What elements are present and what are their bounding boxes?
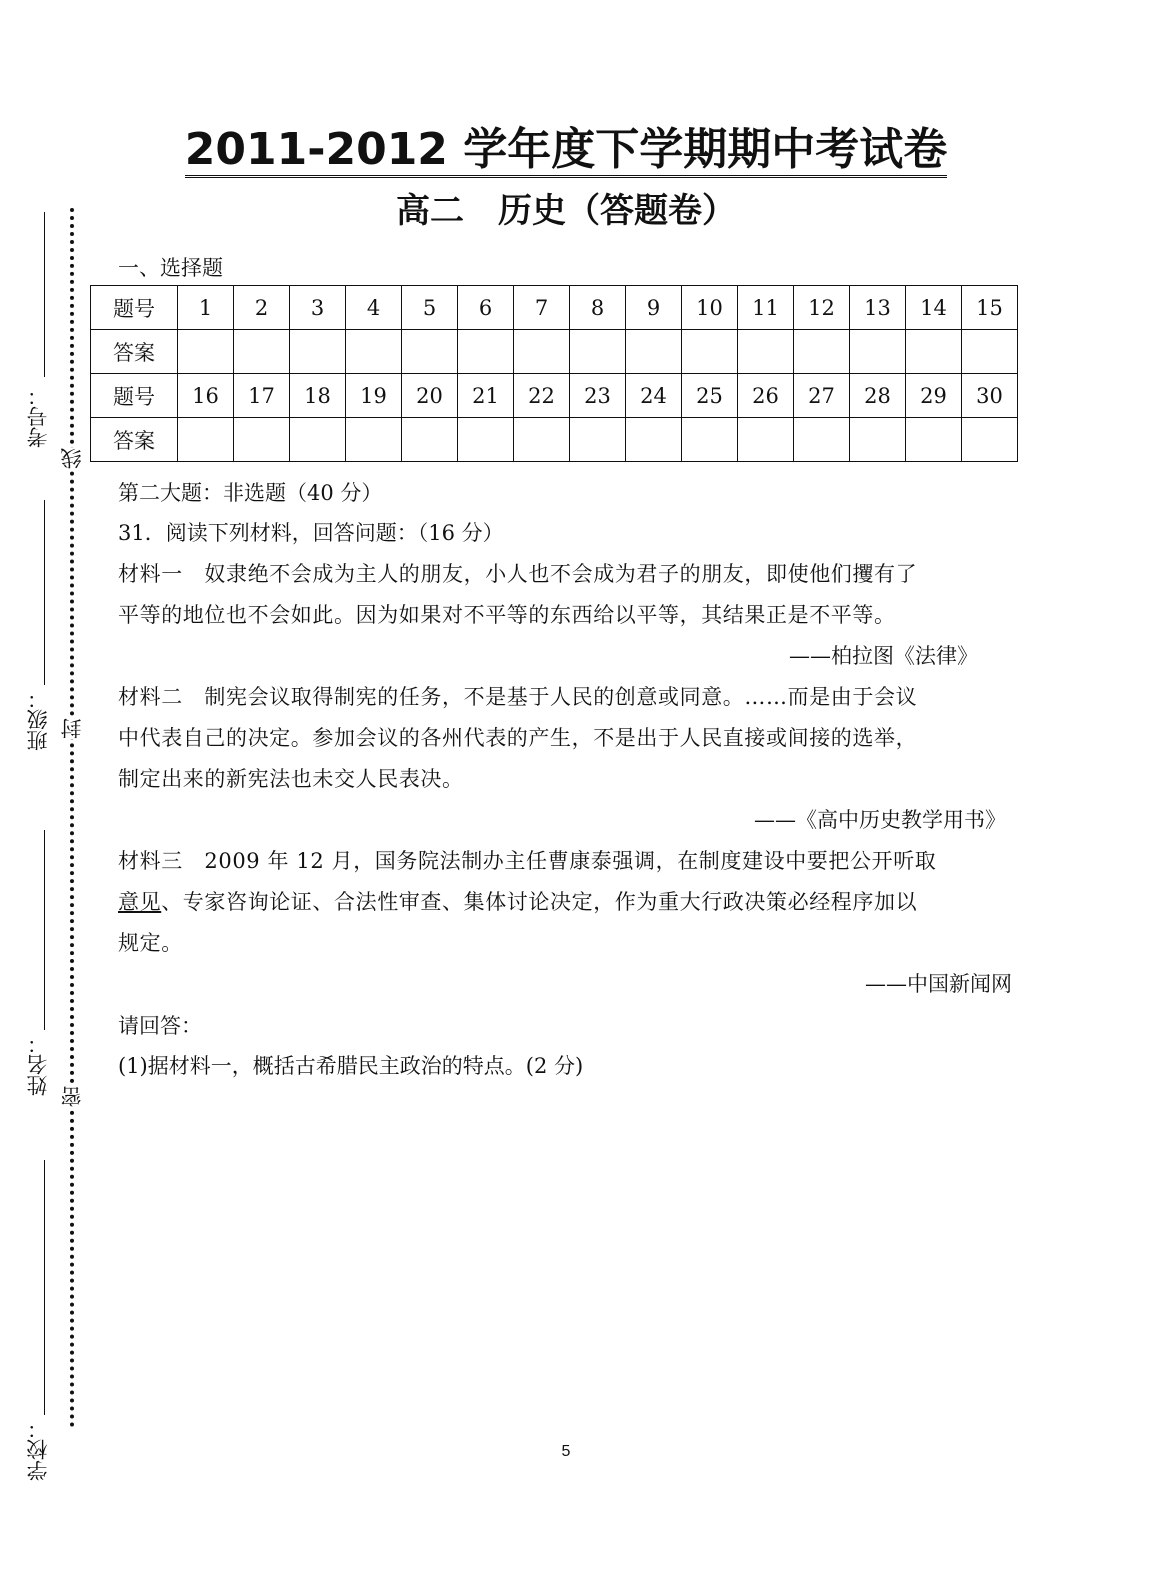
question-number: 29 [906, 374, 962, 418]
answer-cell[interactable] [570, 418, 626, 462]
answer-cell[interactable] [234, 330, 290, 374]
answer-cell[interactable] [794, 418, 850, 462]
question-number: 17 [234, 374, 290, 418]
question-number: 13 [850, 286, 906, 330]
name-blank[interactable] [44, 830, 45, 1030]
question-number: 22 [514, 374, 570, 418]
row-label-number: 题号 [91, 286, 178, 330]
class-label: 班级： [26, 688, 50, 751]
question-number: 16 [178, 374, 234, 418]
answer-cell[interactable] [738, 330, 794, 374]
material3-line2-rest: 、专家咨询论证、合法性审查、集体讨论决定，作为重大行政决策必经程序加以 [161, 890, 918, 914]
binding-dotted-line [70, 208, 74, 1428]
answer-cell[interactable] [738, 418, 794, 462]
question-number: 27 [794, 374, 850, 418]
question-number: 12 [794, 286, 850, 330]
question-number: 25 [682, 374, 738, 418]
question-number: 14 [906, 286, 962, 330]
material2-line3: 制定出来的新宪法也未交人民表决。 [118, 767, 464, 791]
material3-line2 [118, 887, 917, 917]
answer-cell[interactable] [346, 418, 402, 462]
row-label-answer: 答案 [91, 330, 178, 374]
answer-cell[interactable] [290, 418, 346, 462]
sub-question-1: (1)据材料一，概括古希腊民主政治的特点。(2 分) [118, 1054, 584, 1078]
material3-source: ——中国新闻网 [865, 972, 1012, 996]
please-answer-label: 请回答： [118, 1014, 202, 1038]
name-label: 姓名： [26, 1033, 50, 1096]
class-blank[interactable] [44, 500, 45, 685]
question-number: 24 [626, 374, 682, 418]
exam-no-label: 考号： [26, 385, 50, 448]
question-number: 26 [738, 374, 794, 418]
row-label-number: 题号 [91, 374, 178, 418]
answer-cell[interactable] [178, 418, 234, 462]
exam-title-text: 2011-2012 学年度下学期期中考试卷 [185, 124, 948, 178]
material1-line1: 材料一 奴隶绝不会成为主人的朋友，小人也不会成为君子的朋友，即使他们攫有了 [118, 562, 918, 586]
question-number: 19 [346, 374, 402, 418]
material1-line2: 平等的地位也不会如此。因为如果对不平等的东西给以平等，其结果正是不平等。 [118, 603, 896, 627]
answer-cell[interactable] [346, 330, 402, 374]
answer-cell[interactable] [626, 418, 682, 462]
answer-table [90, 285, 1018, 462]
question-number: 8 [570, 286, 626, 330]
table-row-answers-2 [91, 418, 1018, 462]
material3-line3: 规定。 [118, 931, 183, 955]
material2-line2: 中代表自己的决定。参加会议的各州代表的产生，不是出于人民直接或间接的选举， [118, 726, 918, 750]
seal-mark-seal: 封 [60, 718, 84, 739]
answer-cell[interactable] [458, 330, 514, 374]
question-number: 1 [178, 286, 234, 330]
answer-cell[interactable] [626, 330, 682, 374]
question-number: 6 [458, 286, 514, 330]
page-number: 5 [561, 1443, 571, 1460]
exam-title [0, 120, 1132, 180]
question-number: 4 [346, 286, 402, 330]
table-row-numbers-2 [91, 374, 1018, 418]
answer-cell[interactable] [570, 330, 626, 374]
question-number: 30 [962, 374, 1018, 418]
answer-cell[interactable] [906, 330, 962, 374]
question-number: 7 [514, 286, 570, 330]
table-row-answers-1 [91, 330, 1018, 374]
question-number: 3 [290, 286, 346, 330]
material1-source: ——柏拉图《法律》 [789, 644, 978, 668]
question-number: 15 [962, 286, 1018, 330]
material2-line1: 材料二 制宪会议取得制宪的任务，不是基于人民的创意或同意。……而是由于会议 [118, 685, 918, 709]
answer-cell[interactable] [178, 330, 234, 374]
section-choice-heading: 一、选择题 [118, 256, 223, 280]
answer-cell[interactable] [514, 330, 570, 374]
answer-cell[interactable] [514, 418, 570, 462]
question-number: 5 [402, 286, 458, 330]
question-number: 11 [738, 286, 794, 330]
material2-source: ——《高中历史教学用书》 [754, 808, 1006, 832]
answer-cell[interactable] [402, 418, 458, 462]
table-row-numbers-1 [91, 286, 1018, 330]
question-number: 23 [570, 374, 626, 418]
question-number: 2 [234, 286, 290, 330]
school-blank[interactable] [44, 1160, 45, 1415]
answer-cell[interactable] [850, 418, 906, 462]
question-number: 21 [458, 374, 514, 418]
exam-subtitle: 高二 历史（答题卷） [396, 191, 736, 231]
seal-mark-line: 线 [60, 448, 84, 469]
answer-cell[interactable] [682, 330, 738, 374]
question-number: 9 [626, 286, 682, 330]
answer-cell[interactable] [962, 418, 1018, 462]
answer-cell[interactable] [402, 330, 458, 374]
exam-no-blank[interactable] [44, 212, 45, 377]
question-number: 18 [290, 374, 346, 418]
row-label-answer: 答案 [91, 418, 178, 462]
question-number: 10 [682, 286, 738, 330]
answer-cell[interactable] [234, 418, 290, 462]
seal-mark-secret: 密 [60, 1086, 84, 1107]
answer-cell[interactable] [682, 418, 738, 462]
answer-cell[interactable] [906, 418, 962, 462]
answer-cell[interactable] [290, 330, 346, 374]
question-number: 20 [402, 374, 458, 418]
answer-cell[interactable] [794, 330, 850, 374]
question-31-heading: 31．阅读下列材料，回答问题：（16 分） [118, 521, 504, 545]
answer-cell[interactable] [962, 330, 1018, 374]
question-number: 28 [850, 374, 906, 418]
answer-cell[interactable] [850, 330, 906, 374]
answer-cell[interactable] [458, 418, 514, 462]
section-nonchoice-heading: 第二大题：非选题（40 分） [118, 481, 383, 505]
material3-line1: 材料三 2009 年 12 月，国务院法制办主任曹康泰强调，在制度建设中要把公开听取 [118, 849, 937, 873]
material3-underlined-text: 意见 [118, 890, 162, 914]
school-label: 学校： [26, 1418, 50, 1481]
